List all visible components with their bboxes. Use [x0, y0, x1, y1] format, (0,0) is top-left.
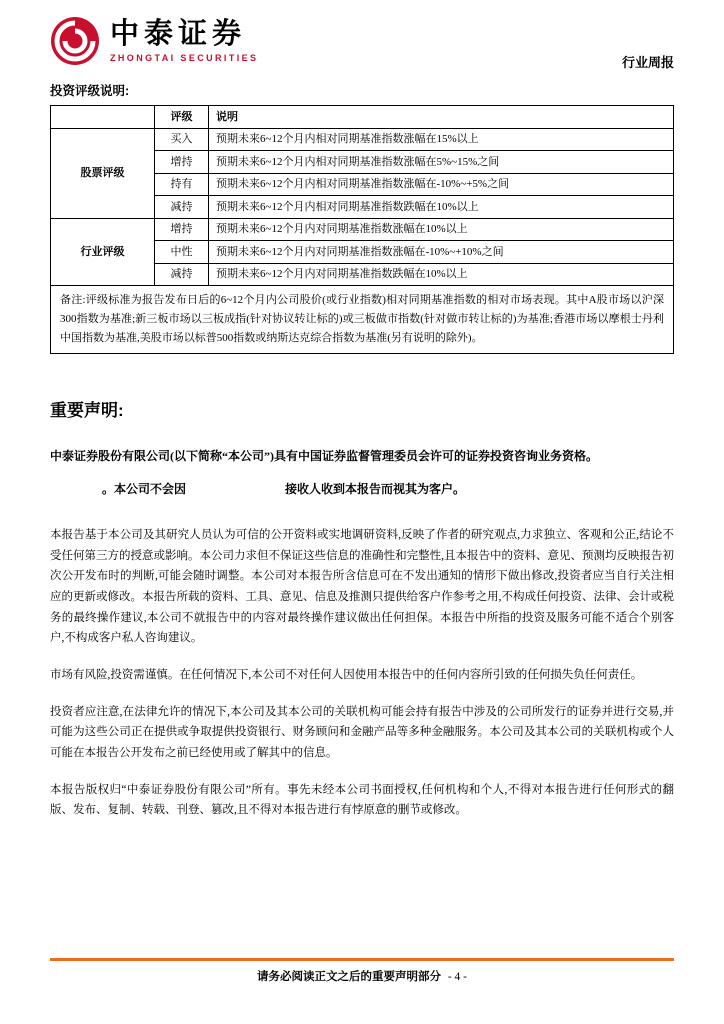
header	[50, 16, 674, 71]
client-notice-part1: 。本公司不会因	[102, 481, 187, 496]
risk-paragraph: 市场有风险,投资需谨慎。在任何情况下,本公司不对任何人因使用本报告中的任何内容所引致的任何损失负任何责任。	[50, 669, 643, 682]
brand-subtitle: ZHONGTAI SECURITIES	[110, 52, 259, 63]
qualification-paragraph: 中泰证券股份有限公司(以下简称“本公司”)具有中国证券监督管理委员会许可的证券投资咨询业务资格。	[50, 448, 598, 463]
page-number: - 4 -	[447, 971, 468, 983]
footer-line	[50, 968, 674, 984]
copyright-paragraph: 本报告版权归“中泰证券股份有限公司”所有。事先未经本公司书面授权,任何机构和个人,不得对本报告进行任何形式的翻版、发布、复制、转载、刊登、篡改,且不得对本报告进行有悖原意的删节或修改。	[50, 783, 674, 817]
statement-section	[50, 396, 674, 821]
rating-note: 备注:评级标准为报告发布日后的6~12个月内公司股价(或行业指数)相对同期基准指数的相对市场表现。其中A股市场以沪深300指数为基准;新三板市场以三板成指(针对协议转让标的)或三板做市指数(针对做市转让标的)为基准;香港市场以摩根士丹利中国指数为基准,美股市场以标普500指数或纳斯达克综合指数为基准(另有说明的除外)。	[51, 286, 674, 354]
rating-table	[50, 105, 674, 354]
rating-column-header: 评级	[155, 106, 209, 129]
rating-section-title: 投资评级说明:	[50, 84, 130, 98]
rating-table-corner-cell	[51, 106, 155, 129]
page-footer	[50, 958, 674, 984]
desc-cell: 预期未来6~12个月内对同期基准指数跌幅在10%以上	[209, 263, 674, 286]
stock-rating-group-label: 股票评级	[51, 128, 155, 218]
desc-cell: 预期未来6~12个月内相对同期基准指数涨幅在-10%~+5%之间	[209, 173, 674, 196]
report-type-label: 行业周报	[621, 55, 674, 70]
brand-name: 中泰证券	[110, 18, 247, 51]
statement-title: 重要声明:	[50, 400, 124, 420]
rating-section	[50, 81, 674, 354]
desc-cell: 预期未来6~12个月内相对同期基准指数跌幅在10%以上	[209, 196, 674, 219]
table-note-row	[51, 286, 674, 354]
conflict-paragraph: 投资者应注意,在法律允许的情况下,本公司及其本公司的关联机构可能会持有报告中涉及的公司所发行的证券并进行交易,并可能为这些公司正在提供或争取提供投资银行、财务顾问和金融产品等多种金融服务。本公司及其本公司的关联机构或个人可能在本报告公开发布之前已经使用或了解其中的信息。	[50, 705, 674, 760]
footer-notice: 请务必阅读正文之后的重要声明部分	[256, 971, 441, 983]
desc-cell: 预期未来6~12个月内对同期基准指数涨幅在-10%~+10%之间	[209, 241, 674, 264]
disclaimer-paragraph: 本报告基于本公司及其研究人员认为可信的公开资料或实地调研资料,反映了作者的研究观点,力求独立、客观和公正,结论不受任何第三方的授意或影响。本公司力求但不保证这些信息的准确性和完整性,且本报告中的资料、意见、预测均反映报告初次公开发布时的判断,可能会随时调整。本公司对本报告所含信息可在不发出通知的情形下做出修改,投资者应当自行关注相应的更新或修改。本报告所载的资料、工具、意见、信息及推测只提供给客户作参考之用,不构成任何投资、法律、会计或税务的最终操作建议,本公司不就报告中的内容对最终操作建议做出任何担保。本报告中所指的投资及服务可能不适合个别客户,不构成客户私人咨询建议。	[50, 528, 674, 645]
table-row	[51, 218, 674, 241]
desc-cell: 预期未来6~12个月内对同期基准指数涨幅在10%以上	[209, 218, 674, 241]
desc-column-header: 说明	[209, 106, 674, 129]
zhongtai-logo-icon	[50, 16, 100, 66]
table-row	[51, 128, 674, 151]
rating-cell: 减持	[155, 263, 209, 286]
brand	[50, 16, 258, 66]
rating-cell: 中性	[155, 241, 209, 264]
industry-rating-group-label: 行业评级	[51, 218, 155, 286]
brand-text	[110, 19, 258, 62]
client-notice-line	[50, 480, 674, 497]
rating-cell: 持有	[155, 173, 209, 196]
rating-cell: 增持	[155, 218, 209, 241]
client-notice-part2: 接收人收到本报告而视其为客户。	[285, 481, 466, 496]
desc-cell: 预期未来6~12个月内相对同期基准指数涨幅在15%以上	[209, 128, 674, 151]
footer-divider	[50, 958, 674, 961]
desc-cell: 预期未来6~12个月内相对同期基准指数涨幅在5%~15%之间	[209, 151, 674, 174]
rating-table-header-row	[51, 106, 674, 129]
rating-cell: 减持	[155, 196, 209, 219]
rating-cell: 买入	[155, 128, 209, 151]
rating-cell: 增持	[155, 151, 209, 174]
